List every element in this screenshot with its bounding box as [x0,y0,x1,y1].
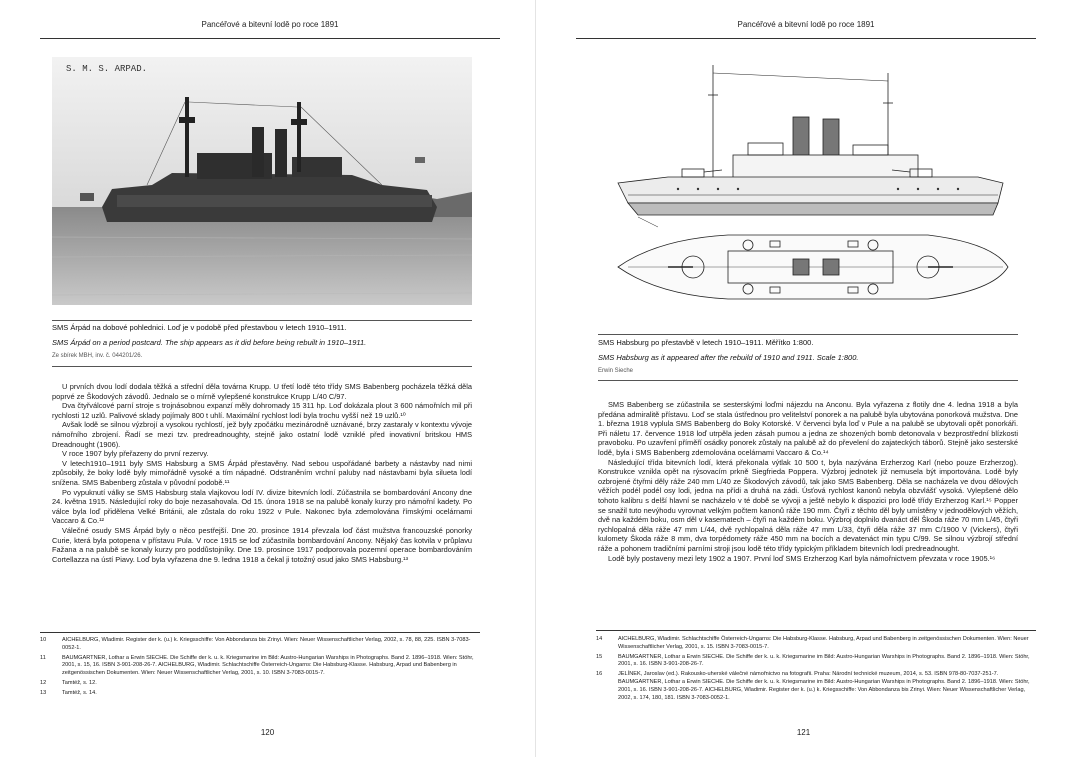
paragraph: Avšak lodě se silnou výzbrojí a vysokou rychlostí, jež byly zpočátku mezinárodně uznávané, brzy zastaraly v kontextu vývoje námořního zbrojení. Řadí se mezi tzv. predreadnoughty, stejně jako ostatní lodě vzniklé před inovativní britskou HMS Dreadnought (1906). [52,420,472,449]
caption-rule-bottom [52,366,472,367]
page-number: 120 [260,728,275,737]
footnote-text: BAUMGARTNER, Lothar a Erwin SIECHE. Die Schiffe der k. u. k. Kriegsmarine im Bild: Austro-Hungarian Warships in Photographs. Band 2. 1896–1918. Wien: Stöhr, 2001, s. 16. ISBN 3-901-208-26-7. [618,653,1030,668]
paragraph: V roce 1907 byly přeřazeny do první rezervy. [62,449,209,459]
caption-english: SMS Árpád on a period postcard. The ship appears as it did before being rebuilt in 1910–1911. [52,338,367,347]
paragraph: Válečné osudy SMS Árpád byly o něco pestřejší. Dne 20. prosince 1914 převzala loď část mužstva francouzské ponorky Curie, která byla potopena v přístavu Pula. V roce 1915 se loď zúčastnila bombardování Ancony. Nějaký čas kotvila v průplavu Fažana a na palubě se konaly kurzy pro poddůstojníky. Dne 19. prosince 1917 podporovala pozemní operace bombardováním Cortellazza na ústí Piavy. Loď byla vyřazena dne 9. ledna 1918 a čekal ji totožný osud jako SMS Habsburg.¹³ [52,525,472,564]
footnote-text: BAUMGARTNER, Lothar a Erwin SIECHE. Die Schiffe der k. u. k. Kriegsmarine im Bild: Austro-Hungarian Warships in Photographs. Band 2. 1896–1918. Wien: Stöhr, 2001, s. 15, 16. ISBN 3-901-208-26-7. AICHELBURG, Wladimir. Schlachtschiffe Österreich-Ungarns: Die Habsburg-Klasse. Habsburg, Arpad und Babenberg in zeitgenössischen Dokumenten. Wien: Neuer Wissenschaftlicher Verlag, 2001, s. 10. ISBN 3-7083-0015-7. [62,654,474,677]
caption-czech: SMS Habsburg po přestavbě v letech 1910–1911. Měřítko 1:800. [598,338,814,347]
paragraph: Následující třída bitevních lodí, která překonala výtlak 10 500 t, byla nazývána Erzherzog Karl (nebo pouze Erzherzog). Konstrukce vznikla opět na rýsovacím prkně Siegfrieda Poppera. Výzbroj jednotek již nemusela být importována. Lodě byly ozbrojené čtyřmi děly ráže 240 mm L/40 ze Škodových závodů, tak jako SMS Babenberg. Děla se nacházela ve dvou dělových věžích podél podél osy lodi, jedna na přídi a druhá na zádi. Úsťová rychlost kanonů nebyla obzvlášť vysoká. Vylepšené dělo tohoto kalibru s delší hlavní se nacházelo v té době se vývoji a ještě nebylo k dispozici pro lodě třídy Erzherzog Karl.¹⁵ Popper se snažil tuto nevýhodu vyrovnat velkým počtem kanonů ráže 190 mm. Čtyři z těchto děl byly umístěny v jednodělových věžích, dvě na každém boku, osm děl v kasematech – čtyři na každém boku. Výzbroj doplnilo dvanáct děl Škoda ráže 70 mm L/45, čtyři rychlopalná děla ráže 47 mm L/44, dvě rychlopalná děla ráže 47 mm L/33, čtyři děla ráže 37 mm C/1900 V (Vickers), čtyři kulomety Škoda ráže 8 mm, dva torpédomety ráže 450 mm na bocích a devatenáct min typu C/99. Se silnou výzbrojí střední ráže a pohonem tradičními parními stroji jsou lodě této třídy typickým příkladem bitevních lodí predreadnought. [598,457,1018,553]
footnotes [596,636,1036,704]
footnote-number: 11 [40,654,46,661]
page-number: 121 [796,728,811,737]
footnote [596,654,1036,670]
paragraph: SMS Babenberg se zúčastnila se sesterskými loďmi nájezdu na Anconu. Byla vyřazena z flotily dne 4. ledna 1918 a byla předána admiralitě přístavu. Loď se stala ústřednou pro velitelství ponorek a na palubě byla ubytována ponorková mužstva. Dne 1. března 1918 vyplula SMS Babenberg do Boky Kotorské. V červenci byla loď v Pule a na palubě se ubytovali opět ponorkáři. Při náletu 17. července 1918 loď utrpěla jeden zásah pumou a jedna ze shozených bomb detonovala v bezprostřední blízkosti pravoboku. Po uzavření příměří osádky ponorek zůstaly na palubě až do převelení do zajateckých táborů. Stejně jako sesterské lodě, byla i SMS Babenberg zdemolována ocelárnami Vaccaro & Co.¹⁴ [598,400,1018,457]
main-text [52,382,472,564]
running-header: Pancéřové a bitevní lodě po roce 1891 [201,20,339,29]
footnote-number: 14 [596,636,603,642]
footnote-rule [596,630,1036,631]
right-page [536,0,1071,757]
footnote [596,671,1036,702]
paragraph: Po vypuknutí války se SMS Habsburg stala vlajkovou lodí IV. divize bitevních lodí. Zúčastnila se bombardování Ancony dne 24. května 1915. Následující roky do boje nezasahovala. Od 15. února 1918 se na palubě konaly kurzy pro námořní kadety. Po válce byla loď přidělena Velké Británii, ale zůstala do roku 1922 v Pule. Nakonec byla zdemolována římskými ocelárnami Vaccaro & Co.¹² [52,487,472,526]
caption-english: SMS Habsburg as it appeared after the rebuild of 1910 and 1911. Scale 1:800. [598,353,859,362]
footnote-number: 13 [40,689,47,696]
footnote-number: 10 [40,637,47,643]
photo-inscription: S. M. S. ARPAD. [66,64,148,74]
caption-rule-top [52,320,472,321]
caption-czech: SMS Árpád na dobové pohlednici. Loď je v podobě před přestavbou v letech 1910–1911. [52,323,347,332]
main-text [598,400,1018,563]
paragraph: U prvních dvou lodí dodala těžká a střední děla továrna Krupp. U třetí lodě této třídy SMS Babenberg pocházela těžká děla poprvé ze Škodových závodů. Jednalo se o mírně vylepšené konstrukce Krupp L/40 C/97. [52,382,472,401]
footnote [40,680,480,688]
footnote [596,636,1036,652]
footnote [40,655,480,678]
caption-rule-bottom [598,380,1018,381]
caption-credit: Ze sbírek MBH, inv. č. 044201/26. [52,353,143,359]
footnote-text: Tamtéž, s. 14. [62,689,97,696]
footnote-rule [40,632,480,633]
header-rule [576,38,1036,39]
caption-rule-top [598,334,1018,335]
footnote-text: Tamtéž, s. 12. [62,679,97,686]
footnote-number: 16 [596,671,603,678]
footnote-text: AICHELBURG, Wladimir. Register der k. (u.) k. Kriegsschiffe: Von Abbondanza bis Zrinyi. Wien: Neuer Wissenschaftlicher Verlag, 2002, s. 78, 88, 225. ISBN 3-7083-0052-1. [62,637,471,651]
paragraph: Lodě byly postaveny mezi lety 1902 a 1907. První loď SMS Erzherzog Karl byla námořnictvem převzata v roce 1905.¹⁶ [608,553,996,563]
caption-credit: Erwin Sieche [598,368,634,374]
ship-drawing-habsburg [598,55,1018,327]
paragraph: Dva čtyřválcové parní stroje s trojnásobnou expanzí měly dohromady 15 311 hp. Loď dokázala plout 3 600 námořních mil při rychlosti 12 uzlů. Palivové sklady pojímaly 800 t uhlí. Maximální rychlost lodí byla trochu vyšší než 19 uzlů.¹⁰ [52,401,472,420]
footnote [40,637,480,653]
footnote-number: 12 [40,679,47,686]
footnote [40,690,480,698]
header-rule [40,38,500,39]
footnotes [40,637,480,700]
ship-photo-arpad [52,57,472,305]
footnote-text: AICHELBURG, Wladimir. Schlachtschiffe Österreich-Ungarns: Die Habsburg-Klasse. Habsburg, Arpad und Babenberg in zeitgenössischen Dokumenten. Wien: Neuer Wissenschaftlicher Verlag, 2001, s. 15. ISBN 3-7083-0015-7. [618,636,1029,650]
left-page [0,0,535,757]
footnote-number: 15 [596,653,603,660]
running-header: Pancéřové a bitevní lodě po roce 1891 [737,20,875,29]
paragraph: V letech1910–1911 byly SMS Habsburg a SMS Árpád přestavěny. Nad sebou uspořádané barbety a nástavby nad nimi způsobily, že boky lodě byly mimořádně vysoké a tím nápadné. Odstraněním vrchní paluby nad nástavbami byla silueta lodí snížena. SMS Babenberg zůstala v původní podobě.¹¹ [52,458,472,487]
footnote-text: JELÍNEK, Jaroslav (ed.). Rakousko-uherské válečné námořnictvo na fotografii. Praha: Národní technické muzeum, 2014, s. 53. ISBN 978-80-7037-251-7. BAUMGARTNER, Lothar a Erwin SIECHE. Die Schiffe der k. u. k. Kriegsmarine im Bild: Austro-Hungarian Warships in Photographs. Band 2. 1896–1918. Wien: Stöhr, 2001, s. 16. ISBN 3-901-208-26-7. AICHELBURG, Wladimir. Register der k. (u.) k. Kriegsschiffe: Von Abbondanza bis Zrinyi. Wien: Neuer Wissenschaftlicher Verlag, 2002, s. 174, 180, 181. ISBN 3-7083-0052-1. [618,671,1030,701]
